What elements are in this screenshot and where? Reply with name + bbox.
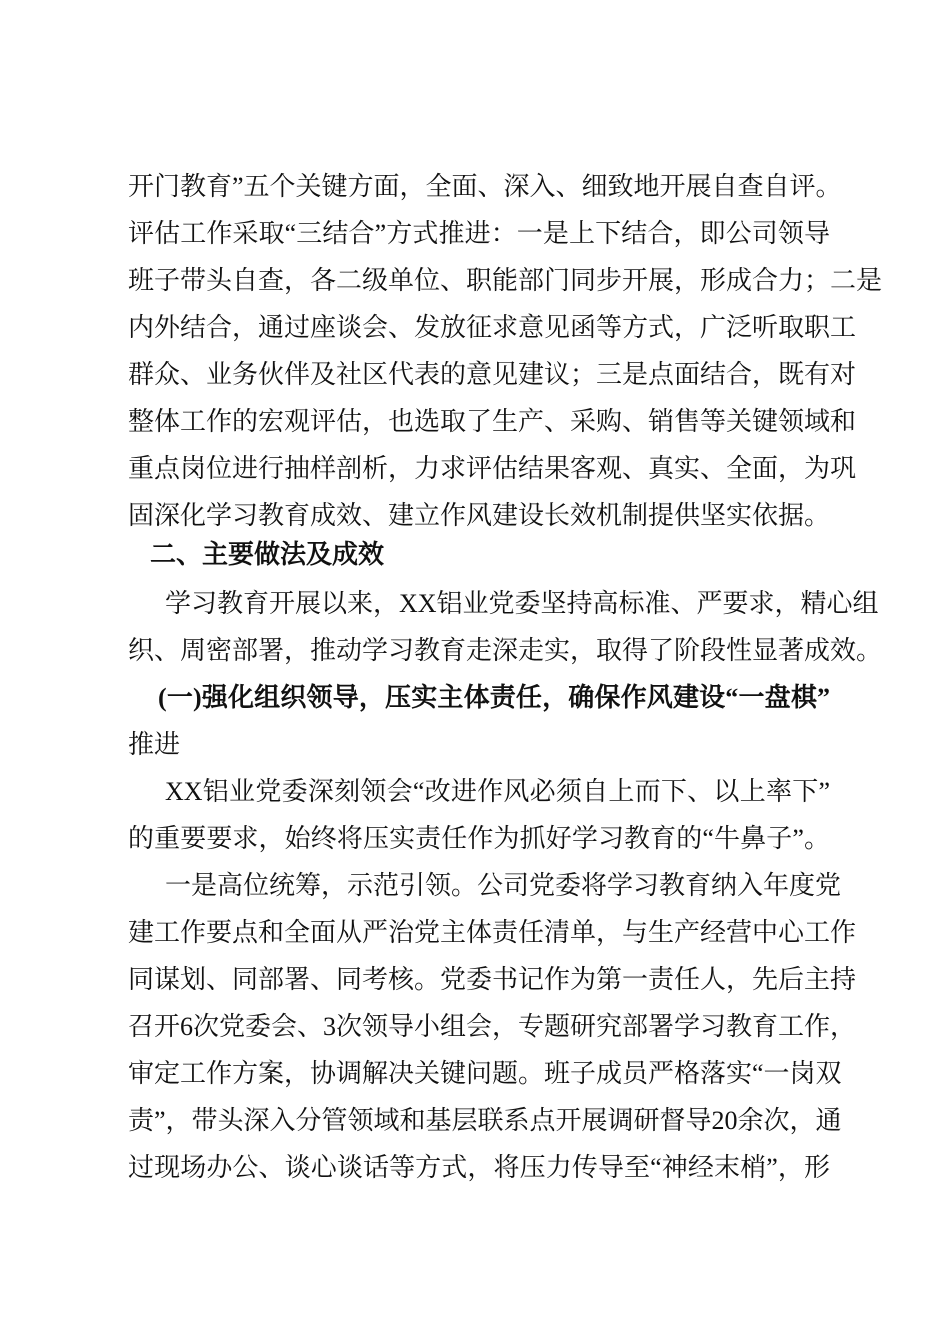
paragraph-line: 过现场办公、谈心谈话等方式，将压力传导至“神经末梢”，形 [128,1153,830,1182]
paragraph-line: 学习教育开展以来，XX铝业党委坚持高标准、严要求，精心组 [165,589,879,618]
subsection-heading-continued: 推进 [128,730,181,759]
paragraph-line: 一是高位统筹，示范引领。公司党委将学习教育纳入年度党 [165,871,842,900]
paragraph-line: 整体工作的宏观评估，也选取了生产、采购、销售等关键领域和 [128,407,857,436]
paragraph-line: 班子带头自查，各二级单位、职能部门同步开展，形成合力；二是 [128,266,883,295]
paragraph-line: 建工作要点和全面从严治党主体责任清单，与生产经营中心工作 [128,918,857,947]
paragraph-line: 同谋划、同部署、同考核。党委书记作为第一责任人，先后主持 [128,965,857,994]
subsection-heading: (一)强化组织领导，压实主体责任，确保作风建设“一盘棋” [158,683,830,712]
paragraph-line: 评估工作采取“三结合”方式推进：一是上下结合，即公司领导 [128,219,830,248]
paragraph-line: 织、周密部署，推动学习教育走深走实，取得了阶段性显著成效。 [128,636,883,665]
section-heading: 二、主要做法及成效 [150,540,385,570]
paragraph-line: 责”，带头深入分管领域和基层联系点开展调研督导20余次，通 [128,1106,842,1135]
paragraph-line: 内外结合，通过座谈会、发放征求意见函等方式，广泛听取职工 [128,313,857,342]
paragraph-line: 重点岗位进行抽样剖析，力求评估结果客观、真实、全面，为巩 [128,454,857,483]
paragraph-line: 开门教育”五个关键方面，全面、深入、细致地开展自查自评。 [128,172,842,201]
paragraph-line: 审定工作方案，协调解决关键问题。班子成员严格落实“一岗双 [128,1059,842,1088]
paragraph-line: XX铝业党委深刻领会“改进作风必须自上而下、以上率下” [165,777,830,806]
paragraph-line: 群众、业务伙伴及社区代表的意见建议；三是点面结合，既有对 [128,360,857,389]
paragraph-line: 固深化学习教育成效、建立作风建设长效机制提供坚实依据。 [128,501,831,530]
paragraph-line: 的重要要求，始终将压实责任作为抓好学习教育的“牛鼻子”。 [128,824,830,853]
paragraph-line: 召开6次党委会、3次领导小组会，专题研究部署学习教育工作， [128,1012,857,1041]
